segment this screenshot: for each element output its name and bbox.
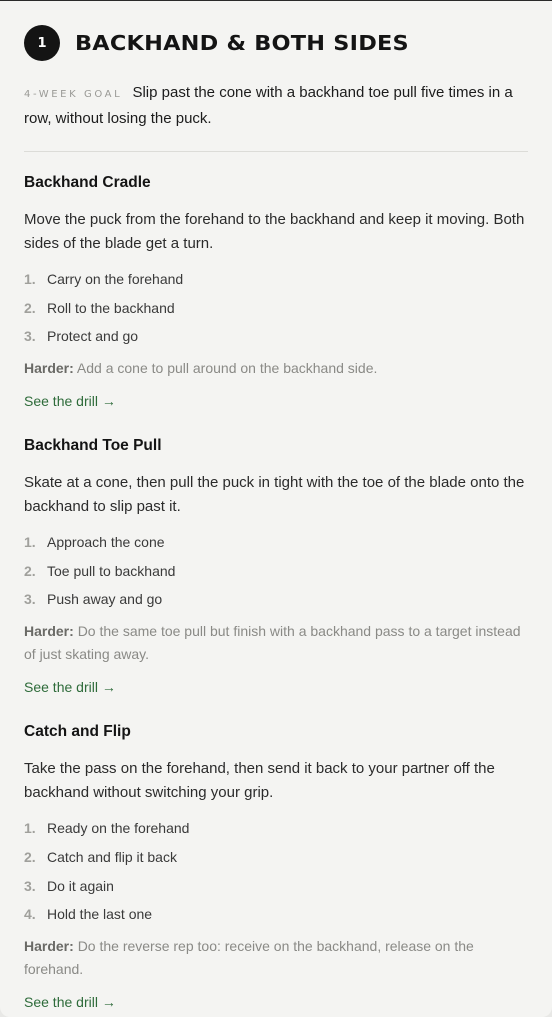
step-text: Catch and flip it back [47, 848, 177, 865]
step-text: Carry on the forehand [47, 271, 184, 287]
step-text: Protect and go [47, 328, 139, 345]
drill-steps-list [24, 269, 528, 346]
section-header [24, 25, 528, 61]
drill-title: Backhand Cradle [24, 174, 151, 191]
step-text: Ready on the forehand [47, 820, 190, 837]
step-text: Push away and go [47, 591, 163, 608]
goal-text: Slip past the cone with a backhand toe pull five times in a row, without losing the puck. [24, 84, 513, 127]
drill-description: Skate at a cone, then pull the puck in tight with the toe of the blade onto the backhand to slip past it. [24, 474, 525, 516]
step-number: 4. [24, 906, 36, 923]
drill-catch-and-flip [24, 697, 528, 1012]
harder-label: Harder: [24, 360, 74, 377]
see-drill-link[interactable]: See the drill → [24, 994, 116, 1011]
goal-text-block [24, 81, 528, 131]
step-number: 3. [24, 328, 36, 345]
drill-step [24, 298, 528, 318]
drill-backhand-cradle [24, 152, 528, 411]
goal-label: 4-WEEK GOAL [24, 89, 123, 100]
harder-text: Do the same toe pull but finish with a backhand pass to a target instead of just skating away. [24, 623, 521, 663]
step-number-badge: 1 [24, 25, 60, 61]
drill-step [24, 532, 528, 552]
drill-step [24, 269, 528, 289]
step-text: Approach the cone [47, 534, 165, 551]
drill-step [24, 818, 528, 838]
step-number: 1. [24, 534, 36, 551]
step-number: 1. [24, 271, 36, 287]
drill-step [24, 904, 528, 924]
step-text: Toe pull to backhand [47, 562, 176, 579]
see-drill-link[interactable]: See the drill → [24, 679, 116, 696]
drill-backhand-toe-pull [24, 411, 528, 697]
drill-step [24, 589, 528, 609]
step-text: Roll to the backhand [47, 299, 175, 316]
harder-label: Harder: [24, 623, 74, 640]
step-text: Hold the last one [47, 906, 153, 923]
harder-label: Harder: [24, 938, 74, 955]
see-drill-link[interactable]: See the drill → [24, 393, 116, 410]
step-text: Do it again [47, 877, 114, 894]
step-number: 2. [24, 848, 36, 865]
step-number: 3. [24, 877, 36, 894]
step-number: 2. [24, 562, 36, 579]
harder-text: Add a cone to pull around on the backhand side. [76, 360, 378, 377]
section-title: BACKHAND & BOTH SIDES [75, 31, 409, 55]
step-number: 2. [24, 299, 36, 316]
drill-step [24, 326, 528, 346]
drill-steps-list [24, 532, 528, 609]
harder-variation [24, 620, 528, 666]
harder-variation [24, 935, 528, 981]
drill-step [24, 847, 528, 867]
drill-step [24, 561, 528, 581]
harder-text: Do the reverse rep too: receive on the backhand, release on the forehand. [24, 938, 474, 978]
harder-variation [24, 357, 528, 380]
step-number: 1. [24, 820, 36, 837]
drill-title: Backhand Toe Pull [24, 437, 162, 455]
drill-title: Catch and Flip [24, 723, 131, 741]
drill-description: Move the puck from the forehand to the backhand and keep it moving. Both sides of the blade get a turn. [24, 211, 525, 252]
drill-description: Take the pass on the forehand, then send it back to your partner off the backhand without switching your grip. [24, 760, 495, 802]
drill-steps-list [24, 818, 528, 924]
step-number: 3. [24, 591, 36, 608]
drill-step [24, 876, 528, 896]
